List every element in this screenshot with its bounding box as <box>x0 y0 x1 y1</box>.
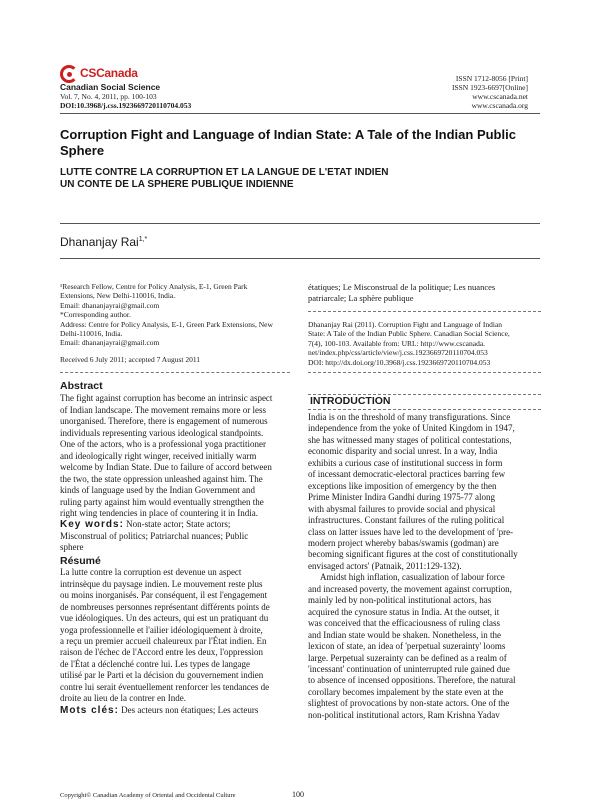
abstract-heading: Abstract <box>60 380 103 392</box>
page-number: 100 <box>292 790 304 799</box>
introduction-heading: INTRODUCTION <box>310 395 391 407</box>
introduction-body: India is on the threshold of many transfigurations. Since independence from the yoke of United Kingdom in 1947, she has witnessed many stages of political contestations, economic disparity and social unrest. In a way, India exhibits a curious case of institutional success in form of incessant democratic-electoral practices barring few exceptions like imposition of emergency by the then Prime Minister Indira Gandhi during 1975-77 along with abysmal failures to provide social and physical infrastructures. Constant failures of the ruling political class on latter issues have led to the development of 'pre- modern project whereby babas/swamis (godman) are becoming significant figures at the cost of constitutionally envisaged actors' (Patnaik, 2011:129-132). Amidst high inflation, casualization of labour force and increased poverty, the movement against corruption, mainly led by non-political institutional actors, has acquired the cynosure status in India. At the outset, it was conceived that the efficaciousness of ruling class and Indian state would be shaken. Nonetheless, in the lexicon of state, an idea of 'perpetual suzerainty' looms large. Perpetual suzerainty can be defined as a realm of 'incessant' continuation of uninterrupted rule gained due to absence of incensed oppositions. Therefore, the natural corollary becomes impalement by the state even at the slightest of provocations by non-state actors. One of the non-political institutional actors, Ram Krishna Yadav <box>308 412 518 720</box>
header-doi: DOI:10.3968/j.css.1923669720110704.053 <box>60 101 192 110</box>
brand-name: CSCanada <box>80 66 138 80</box>
issn-print: ISSN 1712-8056 [Print] <box>455 74 528 83</box>
citation-divider-top <box>308 311 541 312</box>
article-title: Corruption Fight and Language of Indian State: A Tale of the Indian Public Sphere <box>60 127 516 158</box>
citation-divider-bottom <box>308 372 541 373</box>
issn-online: ISSN 1923-6697[Online] <box>451 83 528 92</box>
affiliation-divider <box>60 372 290 373</box>
logo-dot-icon <box>67 72 72 77</box>
copyright-notice: Copyright© Canadian Academy of Oriental and Occidental Culture <box>60 792 236 799</box>
abstract-section: Abstract The fight against corruption has become an intrinsic aspect of Indian landscape. The movement remains more or less unorganised. Therefore, there is engagement of numerous individuals representing various ideological standpoints. One of the actors, who is a professional yoga practitioner and ideologically right winger, received initially warm welcome by Indian State. Due to failure of accord between the two, the state oppression unleashed against him. The kinds of language used by the Indian Government and ruling party against him would eventually strengthen the right wing tendencies in place of countering it in India. Key words: Non-state actor; State actors; Misconstrual of politics; Patriarchal nuances; Public sphere Résumé La lutte contre la corruption est devenue un aspect intrinsèque du paysage indien. Le mouvement reste plus ou moins inorganisés. Par conséquent, il est l'engagement de nombreuses personnes représentant différents points de vue idéologiques. Un des acteurs, qui est un pratiquant du yoga professionnelle et l'ailier idéologiquement à droite, a reçu un premier accueil chaleureux par l'État indien. En raison de l'échec de l'Accord entre les deux, l'oppression de l'État a déclenché contre lui. Les types de langage utilisé par le Parti et la décision du gouvernement indien contre lui serait éventuellement renforcer les tendances de droite au lieu de la contrer en Inde. Mots clés: Des acteurs non étatiques; Les acteurs <box>60 381 290 716</box>
mots-cles: Mots clés: Des acteurs non étatiques; Les acteurs <box>60 704 259 716</box>
affiliation-block: ¹Research Fellow, Centre for Policy Analysis, E-1, Green Park Extensions, New Delhi-110016, India. Email: dhananjayrai@gmail.com *Corresponding author. Address: Centre for Policy Analysis, E-1, Green Park Extensions, New Delhi-110016, India. Email: dhananjayrai@gmail.com <box>60 282 273 348</box>
author-rule <box>60 258 540 259</box>
author-name: Dhananjay Rai$^{1,*}$ <box>60 235 148 249</box>
title-rule <box>60 223 540 224</box>
citation-block: Dhananjay Rai (2011). Corruption Fight and Language of Indian State: A Tale of the Indian Public Sphere. Canadian Social Science, 7(4), 100-103. Available from: URL: http://www.cscanada. net/index.php/css/article/view/j.css.1923669720110704.053 DOI: http://dx.doi.org/10.3968/j.css.1923669720110704.053 <box>308 320 510 367</box>
volume-info: Vol. 7, No. 4, 2011, pp. 100-103 <box>60 92 157 101</box>
received-date: Received 6 July 2011; accepted 7 August 2011 <box>60 355 201 364</box>
site-link-net[interactable]: www.cscanada.net <box>472 92 528 101</box>
mots-cles-continued: étatiques; Le Misconstrual de la politique; Les nuances patriarcale; La sphère publique <box>308 282 496 303</box>
keywords: Key words: Non-state actor; State actors; <box>60 519 231 531</box>
header-rule <box>60 113 540 114</box>
journal-name: Canadian Social Science <box>60 82 161 92</box>
french-title: LUTTE CONTRE LA CORRUPTION ET LA LANGUE DE L'ETAT INDIEN UN CONTE DE LA SPHERE PUBLIQUE INDIENNE <box>60 167 389 190</box>
site-link-org[interactable]: www.cscanada.org <box>471 101 528 110</box>
resume-heading: Résumé <box>60 554 101 567</box>
